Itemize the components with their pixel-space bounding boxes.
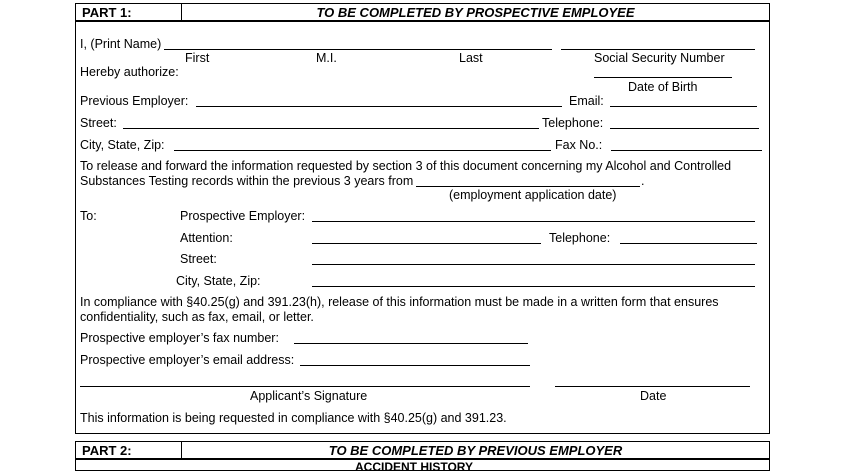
first-caption: First (185, 51, 210, 65)
attention-field[interactable] (312, 243, 541, 244)
last-caption: Last (459, 51, 483, 65)
compliance-line-1: In compliance with §40.25(g) and 391.23(h), release of this information must be made in a written form that ensures (80, 295, 719, 309)
signature-date-caption: Date (640, 389, 667, 403)
employment-date-caption: (employment application date) (449, 188, 617, 202)
applicant-signature-field[interactable] (80, 386, 530, 387)
email-label: Email: (569, 94, 604, 108)
part2-title: TO BE COMPLETED BY PREVIOUS EMPLOYER (328, 442, 623, 458)
fax-label: Fax No.: (555, 138, 603, 152)
city-state-zip-label: City, State, Zip: (80, 138, 165, 152)
ssn-caption: Social Security Number (594, 51, 725, 65)
to-city-state-zip-field[interactable] (312, 286, 755, 287)
dob-field[interactable] (594, 77, 732, 78)
applicant-signature-caption: Applicant’s Signature (250, 389, 368, 403)
part1-label: PART 1: (76, 4, 182, 20)
city-state-zip-field[interactable] (174, 150, 551, 151)
street-label: Street: (80, 116, 117, 130)
to-telephone-field[interactable] (620, 243, 757, 244)
compliance-line-2: confidentiality, such as fax, email, or letter. (80, 310, 314, 324)
to-telephone-label: Telephone: (549, 231, 611, 245)
hereby-authorize-label: Hereby authorize: (80, 65, 179, 79)
street-field[interactable] (123, 128, 539, 129)
attention-label: Attention: (180, 231, 233, 245)
part2-label: PART 2: (76, 442, 182, 458)
fax-field[interactable] (611, 150, 762, 151)
release-line-2: Substances Testing records within the previous 3 years from (80, 174, 414, 188)
release-period: . (641, 174, 645, 188)
prospective-employer-label: Prospective Employer: (180, 209, 306, 223)
part1-title: TO BE COMPLETED BY PROSPECTIVE EMPLOYEE (316, 4, 635, 20)
part1-header (75, 3, 770, 21)
compliance-note: This information is being requested in compliance with §40.25(g) and 391.23. (80, 411, 507, 425)
prospective-fax-field[interactable] (294, 343, 528, 344)
prospective-email-field[interactable] (300, 365, 530, 366)
fax-number-label: Prospective employer’s fax number: (80, 331, 279, 345)
prospective-employer-field[interactable] (312, 221, 755, 222)
part2-header (75, 441, 770, 459)
print-name-field[interactable] (164, 49, 552, 50)
telephone-field[interactable] (610, 128, 759, 129)
email-address-label: Prospective employer’s email address: (80, 353, 295, 367)
ssn-field[interactable] (561, 49, 755, 50)
telephone-label: Telephone: (542, 116, 604, 130)
signature-date-field[interactable] (555, 386, 750, 387)
release-line-1: To release and forward the information requested by section 3 of this document concerning my Alcohol and Controlled (80, 159, 732, 173)
email-field[interactable] (610, 106, 757, 107)
mi-caption: M.I. (316, 51, 337, 65)
employment-application-date-field[interactable] (416, 186, 640, 187)
to-street-field[interactable] (312, 264, 755, 265)
previous-employer-label: Previous Employer: (80, 94, 189, 108)
to-label: To: (80, 209, 97, 223)
accident-history-title: ACCIDENT HISTORY (355, 460, 474, 474)
dob-caption: Date of Birth (628, 80, 698, 94)
to-city-state-zip-label: City, State, Zip: (176, 274, 261, 288)
to-street-label: Street: (180, 252, 217, 266)
previous-employer-field[interactable] (196, 106, 562, 107)
print-name-label: I, (Print Name) (80, 37, 162, 51)
